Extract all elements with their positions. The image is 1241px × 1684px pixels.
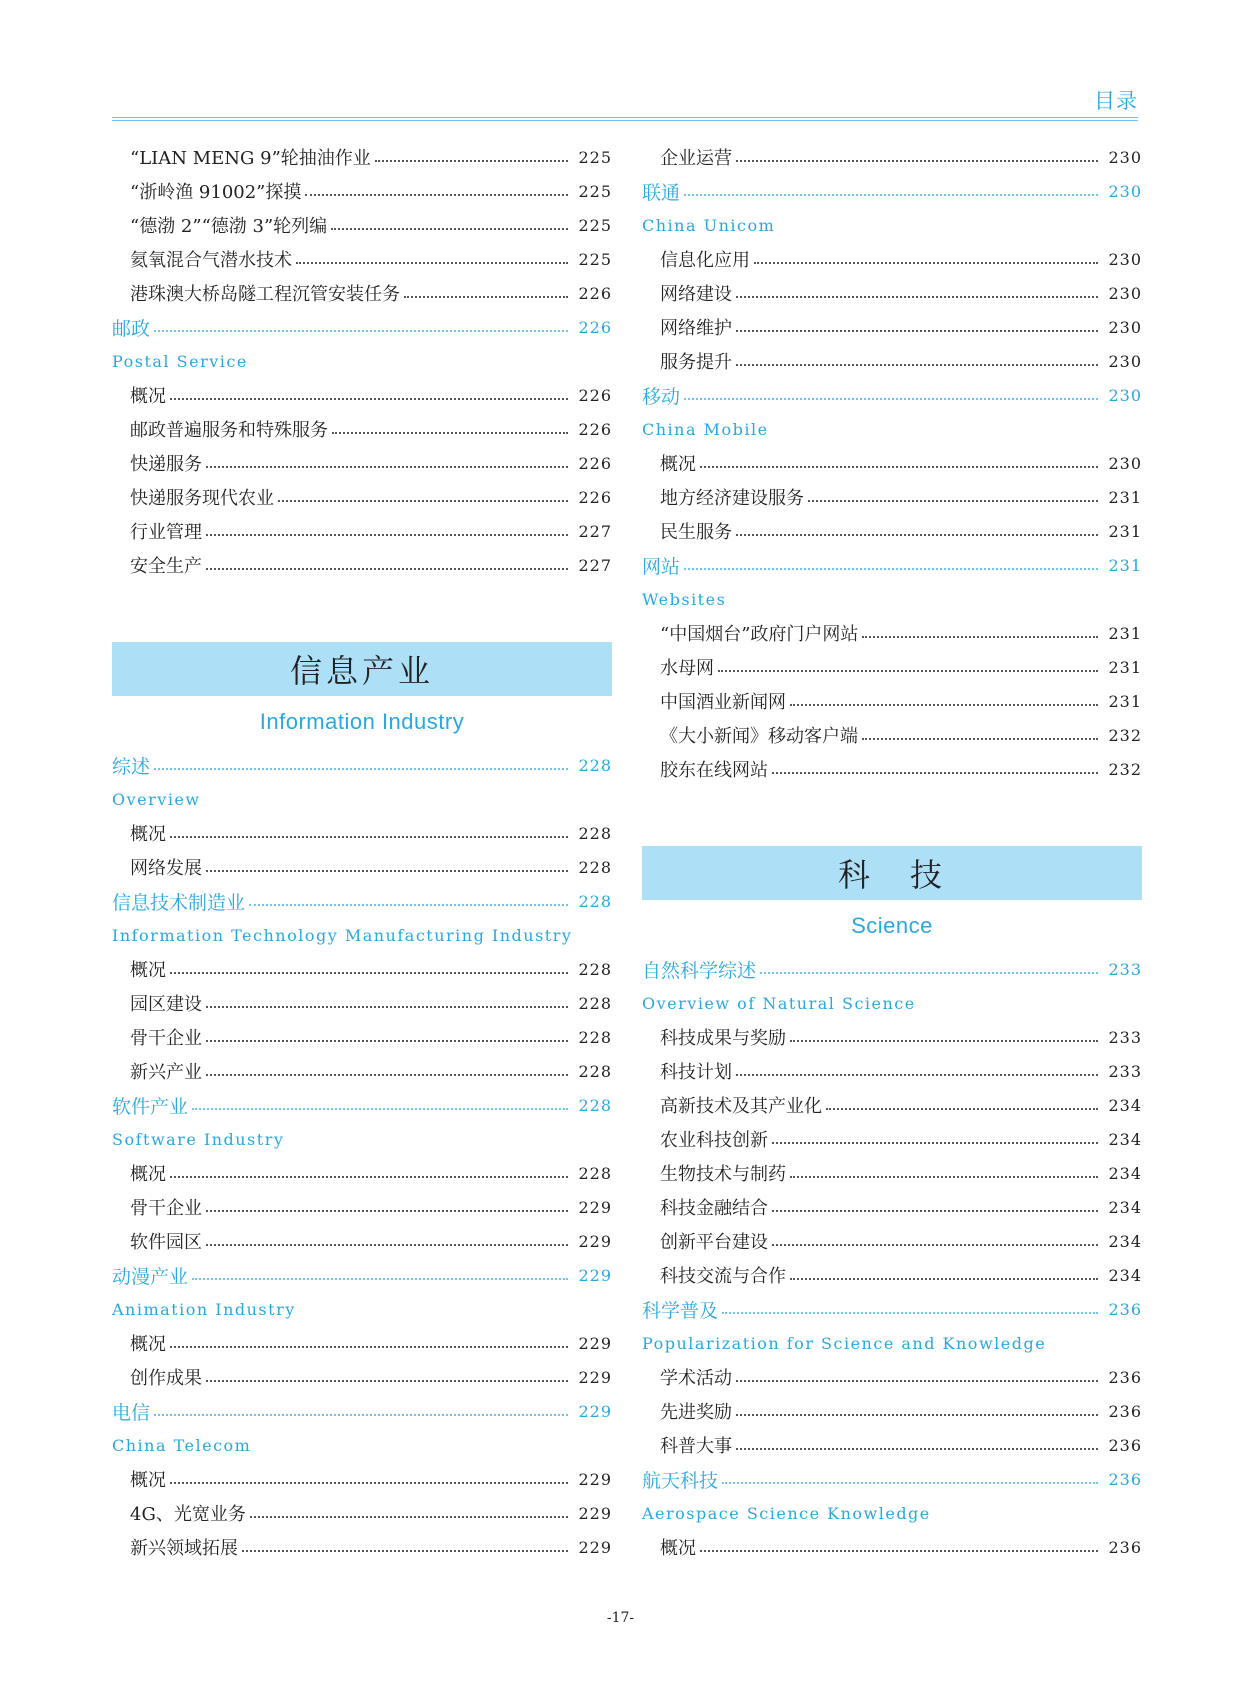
dot-leader: [736, 296, 1098, 298]
toc-entry[interactable]: [112, 1326, 612, 1360]
section-title-en: Software Industry: [112, 1129, 285, 1149]
page-ref: 228: [578, 993, 612, 1013]
page-ref: 229: [578, 1231, 612, 1251]
header-rule-bottom: [112, 120, 1138, 121]
toc-entry[interactable]: [642, 140, 1142, 174]
page-ref: 229: [578, 1401, 612, 1421]
page-ref: 236: [1108, 1367, 1142, 1387]
dot-leader: [278, 500, 568, 502]
page-ref: 228: [578, 1061, 612, 1081]
entry-title: 软件园区: [130, 1232, 202, 1253]
dot-leader: [790, 704, 1098, 706]
chapter-title-en: Information Industry: [259, 709, 465, 734]
toc-entry[interactable]: [112, 1054, 612, 1088]
entry-title: 网络维护: [660, 318, 732, 339]
dot-leader: [154, 768, 568, 770]
entry-title: 高新技术及其产业化: [660, 1096, 822, 1117]
page-ref: 228: [578, 857, 612, 877]
section-title: 邮政: [112, 317, 151, 340]
entry-title: 快递服务: [130, 454, 202, 475]
page-ref: 229: [578, 1503, 612, 1523]
page-ref: 229: [578, 1333, 612, 1353]
dot-leader: [206, 870, 568, 872]
dot-leader: [206, 1074, 568, 1076]
page-ref: 231: [1108, 691, 1142, 711]
entry-title: 新兴领域拓展: [130, 1538, 238, 1559]
dot-leader: [206, 1244, 568, 1246]
entry-title: 骨干企业: [130, 1198, 202, 1219]
page-ref: 230: [1108, 181, 1142, 201]
page-ref: 230: [1108, 147, 1142, 167]
toc-entry[interactable]: [112, 276, 612, 310]
section-title: 科学普及: [642, 1299, 719, 1322]
entry-title: “浙岭渔 91002”探摸: [130, 182, 302, 203]
page-number: -17-: [606, 1610, 635, 1626]
dot-leader: [206, 1380, 568, 1382]
toc-section-entry[interactable]: [642, 174, 1142, 208]
dot-leader: [736, 160, 1098, 162]
page-ref: 236: [1108, 1401, 1142, 1421]
page-ref: 226: [578, 487, 612, 507]
dot-leader: [332, 432, 568, 434]
entry-title: 港珠澳大桥岛隧工程沉管安装任务: [130, 284, 400, 305]
entry-title: 胶东在线网站: [660, 760, 768, 781]
page-ref: 226: [578, 385, 612, 405]
toc-entry[interactable]: [112, 1496, 612, 1530]
page-ref: 228: [578, 959, 612, 979]
page-ref: 229: [578, 1197, 612, 1217]
toc-section-entry[interactable]: [112, 1088, 612, 1122]
dot-leader: [862, 738, 1098, 740]
dot-leader: [170, 836, 568, 838]
toc-entry[interactable]: [642, 1156, 1142, 1190]
page-ref: 231: [1108, 657, 1142, 677]
page-ref: 229: [578, 1265, 612, 1285]
toc-entry[interactable]: [112, 1360, 612, 1394]
page-ref: 236: [1108, 1537, 1142, 1557]
dot-leader: [722, 1482, 1098, 1484]
toc-entry[interactable]: [112, 242, 612, 276]
section-title-en: China Telecom: [112, 1435, 252, 1455]
dot-leader: [192, 1108, 568, 1110]
toc-section-entry[interactable]: [642, 952, 1142, 986]
dot-leader: [170, 1176, 568, 1178]
toc-section-entry[interactable]: [642, 1462, 1142, 1496]
entry-title: 行业管理: [130, 522, 202, 543]
dot-leader: [826, 1108, 1098, 1110]
page-ref: 225: [578, 147, 612, 167]
toc-entry[interactable]: [112, 1530, 612, 1564]
page-ref: 230: [1108, 351, 1142, 371]
dot-leader: [684, 194, 1098, 196]
toc-entry[interactable]: [642, 514, 1142, 548]
dot-leader: [170, 398, 568, 400]
entry-title: 邮政普遍服务和特殊服务: [130, 420, 328, 441]
entry-title: “德渤 2”“德渤 3”轮列编: [130, 216, 328, 237]
toc-entry[interactable]: [112, 1224, 612, 1258]
page-ref: 229: [578, 1367, 612, 1387]
section-title: 软件产业: [112, 1095, 189, 1118]
entry-title: 先进奖励: [660, 1402, 732, 1423]
toc-entry[interactable]: [112, 378, 612, 412]
entry-title: 园区建设: [130, 994, 202, 1015]
dot-leader: [305, 194, 568, 196]
entry-title: 创作成果: [130, 1368, 202, 1389]
entry-title: 科技成果与奖励: [660, 1028, 786, 1049]
toc-entry[interactable]: [642, 344, 1142, 378]
dot-leader: [700, 466, 1098, 468]
header-title: 目录: [1094, 89, 1138, 113]
toc-entry[interactable]: [112, 986, 612, 1020]
page-ref: 232: [1108, 725, 1142, 745]
entry-title: “中国烟台”政府门户网站: [660, 624, 859, 645]
page-ref: 225: [578, 249, 612, 269]
page-ref: 227: [578, 555, 612, 575]
chapter-title: 信息产业: [112, 642, 612, 696]
entry-title: 学术活动: [660, 1368, 732, 1389]
page-ref: 225: [578, 181, 612, 201]
page-ref: 228: [578, 1095, 612, 1115]
section-title: 自然科学综述: [642, 959, 757, 982]
toc-entry[interactable]: [642, 1530, 1142, 1564]
entry-title: 快递服务现代农业: [130, 488, 274, 509]
toc-entry[interactable]: [642, 1190, 1142, 1224]
toc-entry[interactable]: [642, 1020, 1142, 1054]
dot-leader: [790, 1278, 1098, 1280]
dot-leader: [736, 1380, 1098, 1382]
page-ref: 233: [1108, 1061, 1142, 1081]
page-ref: 236: [1108, 1299, 1142, 1319]
section-title: 动漫产业: [112, 1265, 189, 1288]
page-ref: 226: [578, 283, 612, 303]
dot-leader: [170, 1346, 568, 1348]
dot-leader: [736, 1074, 1098, 1076]
dot-leader: [170, 972, 568, 974]
section-title-en: Popularization for Science and Knowledge: [642, 1333, 1047, 1353]
section-title-en: Postal Service: [112, 351, 248, 371]
toc-section-entry[interactable]: [642, 1292, 1142, 1326]
page-ref: 226: [578, 419, 612, 439]
dot-leader: [736, 534, 1098, 536]
page-ref: 230: [1108, 283, 1142, 303]
toc-entry[interactable]: [642, 276, 1142, 310]
page-ref: 230: [1108, 385, 1142, 405]
page-ref: 234: [1108, 1231, 1142, 1251]
dot-leader: [242, 1550, 568, 1552]
entry-title: “LIAN MENG 9”轮抽油作业: [130, 148, 371, 169]
dot-leader: [722, 1312, 1098, 1314]
page-ref: 234: [1108, 1265, 1142, 1285]
dot-leader: [772, 1142, 1098, 1144]
section-title: 航天科技: [642, 1469, 719, 1492]
toc-entry[interactable]: [112, 1462, 612, 1496]
entry-title: 网络建设: [660, 284, 732, 305]
section-title-en: China Unicom: [642, 215, 776, 235]
entry-title: 新兴产业: [130, 1062, 202, 1083]
dot-leader: [206, 1210, 568, 1212]
page-ref: 225: [578, 215, 612, 235]
toc-entry[interactable]: [642, 1360, 1142, 1394]
toc-entry[interactable]: [642, 616, 1142, 650]
section-title: 信息技术制造业: [112, 891, 246, 914]
entry-title: 4G、光宽业务: [130, 1504, 246, 1525]
toc-entry[interactable]: [112, 548, 612, 582]
section-title-en: Overview of Natural Science: [642, 993, 916, 1013]
page-ref: 229: [578, 1537, 612, 1557]
dot-leader: [249, 904, 568, 906]
toc-entry[interactable]: [642, 480, 1142, 514]
entry-title: 概况: [660, 1538, 696, 1559]
entry-title: 农业科技创新: [660, 1130, 768, 1151]
dot-leader: [206, 1006, 568, 1008]
page-ref: 228: [578, 1027, 612, 1047]
dot-leader: [736, 1414, 1098, 1416]
entry-title: 概况: [130, 960, 166, 981]
section-title-en: China Mobile: [642, 419, 769, 439]
entry-title: 信息化应用: [660, 250, 750, 271]
page-ref: 226: [578, 317, 612, 337]
toc-entry[interactable]: [642, 1394, 1142, 1428]
toc-section-entry[interactable]: [112, 748, 612, 782]
page-ref: 233: [1108, 959, 1142, 979]
entry-title: 中国酒业新闻网: [660, 692, 786, 713]
page-ref: 236: [1108, 1469, 1142, 1489]
dot-leader: [754, 262, 1098, 264]
page-ref: 228: [578, 1163, 612, 1183]
entry-title: 科普大事: [660, 1436, 732, 1457]
toc-entry[interactable]: [112, 850, 612, 884]
toc-column-left: [112, 140, 612, 1564]
toc-entry[interactable]: [112, 514, 612, 548]
dot-leader: [684, 398, 1098, 400]
toc-section-entry[interactable]: [112, 884, 612, 918]
toc-column-right: [642, 140, 1142, 1564]
page-ref: 233: [1108, 1027, 1142, 1047]
entry-title: 科技金融结合: [660, 1198, 768, 1219]
page-ref: 234: [1108, 1163, 1142, 1183]
toc-entry[interactable]: [112, 412, 612, 446]
entry-title: 概况: [660, 454, 696, 475]
toc-section-entry[interactable]: [642, 378, 1142, 412]
dot-leader: [772, 1210, 1098, 1212]
section-title-en: Information Technology Manufacturing Industry: [112, 925, 573, 945]
section-title-en: Overview: [112, 789, 201, 809]
entry-title: 《大小新闻》移动客户端: [660, 726, 858, 747]
toc-entry[interactable]: [642, 446, 1142, 480]
toc-entry[interactable]: [642, 684, 1142, 718]
entry-title: 网络发展: [130, 858, 202, 879]
entry-title: 概况: [130, 824, 166, 845]
entry-title: 民生服务: [660, 522, 732, 543]
page-ref: 234: [1108, 1095, 1142, 1115]
dot-leader: [206, 1040, 568, 1042]
dot-leader: [684, 568, 1098, 570]
section-title: 网站: [642, 555, 681, 578]
entry-title: 概况: [130, 386, 166, 407]
toc-section-entry[interactable]: [112, 1258, 612, 1292]
dot-leader: [790, 1040, 1098, 1042]
entry-title: 企业运营: [660, 148, 732, 169]
chapter-title-en: Science: [851, 913, 933, 938]
page-ref: 234: [1108, 1129, 1142, 1149]
dot-leader: [154, 1414, 568, 1416]
entry-title: 安全生产: [130, 556, 202, 577]
entry-title: 生物技术与制药: [660, 1164, 786, 1185]
entry-title: 科技交流与合作: [660, 1266, 786, 1287]
page-ref: 231: [1108, 487, 1142, 507]
page-ref: 228: [578, 755, 612, 775]
toc-entry[interactable]: [642, 310, 1142, 344]
page-ref: 230: [1108, 317, 1142, 337]
page-ref: 229: [578, 1469, 612, 1489]
dot-leader: [772, 772, 1098, 774]
entry-title: 地方经济建设服务: [660, 488, 804, 509]
page-ref: 231: [1108, 623, 1142, 643]
page-ref: 230: [1108, 249, 1142, 269]
dot-leader: [206, 534, 568, 536]
dot-leader: [331, 228, 568, 230]
chapter-gap: [642, 786, 1142, 846]
toc-section-entry[interactable]: [642, 548, 1142, 582]
section-title: 联通: [642, 181, 681, 204]
toc-entry[interactable]: [112, 952, 612, 986]
toc-entry[interactable]: [112, 480, 612, 514]
toc-entry[interactable]: [642, 1428, 1142, 1462]
toc-entry[interactable]: [112, 174, 612, 208]
page-ref: 231: [1108, 555, 1142, 575]
section-title-en: Websites: [642, 589, 727, 609]
toc-entry[interactable]: [642, 1054, 1142, 1088]
dot-leader: [772, 1244, 1098, 1246]
dot-leader: [192, 1278, 568, 1280]
page-ref: 231: [1108, 521, 1142, 541]
page-ref: 234: [1108, 1197, 1142, 1217]
dot-leader: [250, 1516, 568, 1518]
chapter-gap: [112, 582, 612, 642]
dot-leader: [206, 568, 568, 570]
dot-leader: [154, 330, 568, 332]
toc-section-entry[interactable]: [112, 310, 612, 344]
entry-title: 概况: [130, 1470, 166, 1491]
section-title-en: Aerospace Science Knowledge: [642, 1503, 931, 1523]
entry-title: 水母网: [660, 658, 714, 679]
toc-entry[interactable]: [642, 242, 1142, 276]
dot-leader: [404, 296, 568, 298]
entry-title: 骨干企业: [130, 1028, 202, 1049]
page-ref: 228: [578, 823, 612, 843]
entry-title: 概况: [130, 1334, 166, 1355]
page-ref: 227: [578, 521, 612, 541]
dot-leader: [296, 262, 568, 264]
dot-leader: [375, 160, 568, 162]
page-ref: 232: [1108, 759, 1142, 779]
dot-leader: [736, 330, 1098, 332]
toc-entry[interactable]: [642, 718, 1142, 752]
toc-entry[interactable]: [642, 1122, 1142, 1156]
toc-entry[interactable]: [642, 1224, 1142, 1258]
section-title: 电信: [112, 1401, 151, 1424]
dot-leader: [736, 1448, 1098, 1450]
dot-leader: [206, 466, 568, 468]
toc-entry[interactable]: [642, 1258, 1142, 1292]
entry-title: 科技计划: [660, 1062, 732, 1083]
section-title: 移动: [642, 385, 681, 408]
dot-leader: [170, 1482, 568, 1484]
toc-section-entry[interactable]: [112, 1394, 612, 1428]
chapter-title: 科 技: [642, 846, 1142, 900]
dot-leader: [736, 364, 1098, 366]
section-title-en: Animation Industry: [112, 1299, 296, 1319]
toc-entry[interactable]: [642, 1088, 1142, 1122]
header-rule-top: [112, 117, 1138, 118]
entry-title: 氦氧混合气潜水技术: [130, 250, 292, 271]
toc-entry[interactable]: [112, 140, 612, 174]
page-ref: 230: [1108, 453, 1142, 473]
toc-entry[interactable]: [112, 1020, 612, 1054]
dot-leader: [760, 972, 1098, 974]
toc-entry[interactable]: [112, 208, 612, 242]
page-ref: 228: [578, 891, 612, 911]
page-ref: 226: [578, 453, 612, 473]
dot-leader: [790, 1176, 1098, 1178]
dot-leader: [808, 500, 1098, 502]
dot-leader: [718, 670, 1098, 672]
toc-entry[interactable]: [112, 1190, 612, 1224]
toc-entry[interactable]: [642, 752, 1142, 786]
entry-title: 概况: [130, 1164, 166, 1185]
toc-entry[interactable]: [112, 816, 612, 850]
toc-entry[interactable]: [112, 446, 612, 480]
section-title: 综述: [112, 755, 151, 778]
page-ref: 236: [1108, 1435, 1142, 1455]
toc-entry[interactable]: [112, 1156, 612, 1190]
dot-leader: [700, 1550, 1098, 1552]
toc-entry[interactable]: [642, 650, 1142, 684]
entry-title: 创新平台建设: [660, 1232, 768, 1253]
entry-title: 服务提升: [660, 352, 732, 373]
dot-leader: [862, 636, 1098, 638]
